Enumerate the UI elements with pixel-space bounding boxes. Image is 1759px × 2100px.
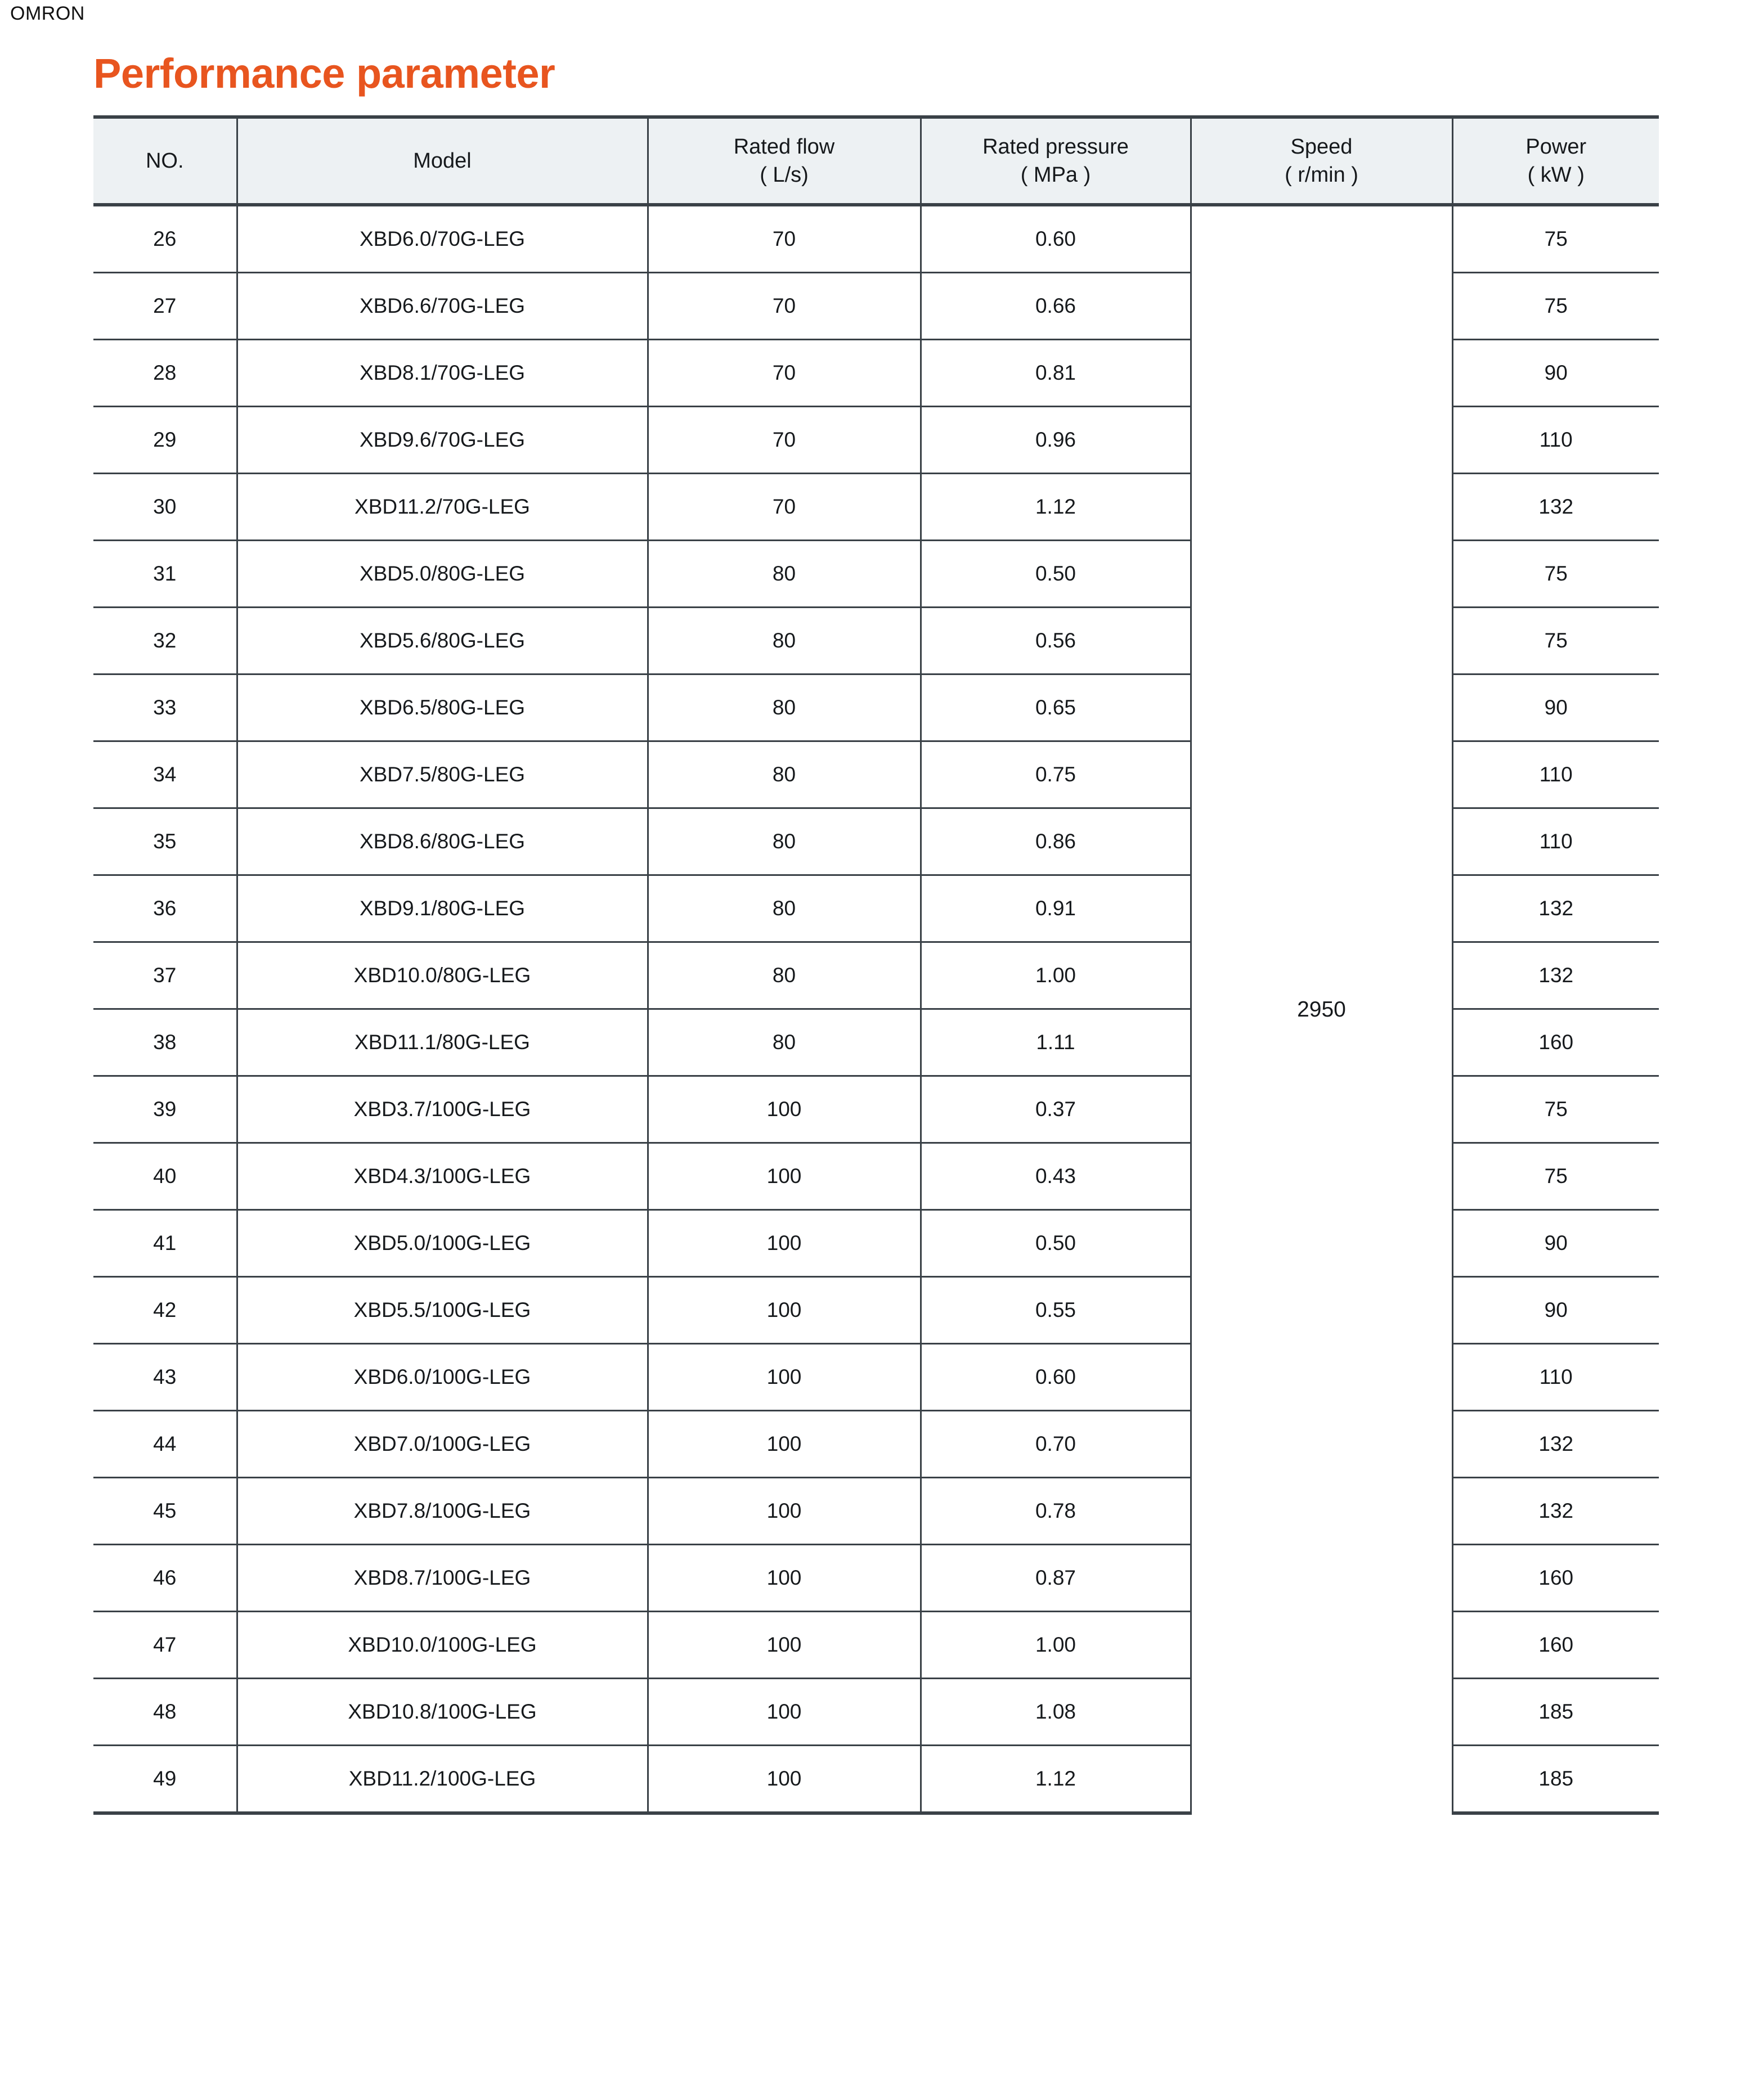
cell-model: XBD11.2/100G-LEG (237, 1746, 648, 1814)
cell-pressure: 0.60 (921, 205, 1191, 273)
performance-parameter-table-wrapper (93, 115, 1659, 1815)
cell-model: XBD10.0/100G-LEG (237, 1612, 648, 1679)
cell-power: 132 (1452, 875, 1659, 942)
cell-pressure: 0.70 (921, 1411, 1191, 1478)
cell-flow: 70 (648, 273, 921, 340)
cell-power: 132 (1452, 1411, 1659, 1478)
cell-pressure: 0.50 (921, 1210, 1191, 1277)
cell-model: XBD6.0/70G-LEG (237, 205, 648, 273)
cell-power: 90 (1452, 340, 1659, 407)
cell-model: XBD8.6/80G-LEG (237, 808, 648, 875)
cell-power: 75 (1452, 273, 1659, 340)
cell-model: XBD10.0/80G-LEG (237, 942, 648, 1009)
cell-pressure: 0.60 (921, 1344, 1191, 1411)
performance-parameter-table (93, 115, 1659, 1815)
cell-power: 132 (1452, 942, 1659, 1009)
column-header-rated-pressure-label: Rated pressure (982, 134, 1129, 159)
column-header-power-unit: ( kW ) (1527, 163, 1585, 187)
column-header-model (237, 117, 648, 205)
column-header-no-label: NO. (145, 149, 184, 173)
cell-power: 90 (1452, 1277, 1659, 1344)
cell-flow: 70 (648, 340, 921, 407)
cell-no: 34 (93, 741, 237, 808)
cell-power: 160 (1452, 1612, 1659, 1679)
cell-power: 160 (1452, 1545, 1659, 1612)
cell-power: 75 (1452, 608, 1659, 674)
cell-model: XBD8.7/100G-LEG (237, 1545, 648, 1612)
cell-no: 49 (93, 1746, 237, 1814)
column-header-rated-flow-label: Rated flow (733, 134, 835, 159)
cell-flow: 100 (648, 1746, 921, 1814)
cell-power: 110 (1452, 741, 1659, 808)
cell-model: XBD8.1/70G-LEG (237, 340, 648, 407)
cell-model: XBD3.7/100G-LEG (237, 1076, 648, 1143)
cell-power: 185 (1452, 1746, 1659, 1814)
cell-pressure: 0.65 (921, 674, 1191, 741)
table-body (93, 205, 1659, 1813)
cell-pressure: 0.86 (921, 808, 1191, 875)
cell-pressure: 1.12 (921, 1746, 1191, 1814)
cell-pressure: 1.11 (921, 1009, 1191, 1076)
cell-flow: 100 (648, 1277, 921, 1344)
cell-flow: 100 (648, 1478, 921, 1545)
cell-model: XBD7.0/100G-LEG (237, 1411, 648, 1478)
cell-flow: 100 (648, 1143, 921, 1210)
cell-pressure: 0.55 (921, 1277, 1191, 1344)
cell-no: 35 (93, 808, 237, 875)
cell-flow: 100 (648, 1612, 921, 1679)
cell-no: 48 (93, 1679, 237, 1746)
cell-power: 90 (1452, 1210, 1659, 1277)
cell-no: 41 (93, 1210, 237, 1277)
cell-no: 27 (93, 273, 237, 340)
column-header-power-label: Power (1525, 134, 1587, 159)
cell-power: 75 (1452, 1143, 1659, 1210)
cell-no: 32 (93, 608, 237, 674)
cell-power: 75 (1452, 1076, 1659, 1143)
column-header-speed-label: Speed (1290, 134, 1353, 159)
column-header-model-label: Model (413, 149, 472, 173)
cell-model: XBD11.1/80G-LEG (237, 1009, 648, 1076)
cell-power: 110 (1452, 1344, 1659, 1411)
cell-power: 132 (1452, 474, 1659, 541)
cell-pressure: 0.81 (921, 340, 1191, 407)
cell-model: XBD9.6/70G-LEG (237, 407, 648, 474)
table-row (93, 205, 1659, 273)
cell-model: XBD6.0/100G-LEG (237, 1344, 648, 1411)
cell-pressure: 0.56 (921, 608, 1191, 674)
cell-no: 37 (93, 942, 237, 1009)
cell-pressure: 0.43 (921, 1143, 1191, 1210)
cell-model: XBD11.2/70G-LEG (237, 474, 648, 541)
cell-flow: 80 (648, 674, 921, 741)
cell-no: 46 (93, 1545, 237, 1612)
cell-pressure: 0.87 (921, 1545, 1191, 1612)
cell-flow: 80 (648, 808, 921, 875)
cell-flow: 70 (648, 474, 921, 541)
cell-no: 36 (93, 875, 237, 942)
cell-no: 28 (93, 340, 237, 407)
cell-no: 38 (93, 1009, 237, 1076)
cell-flow: 100 (648, 1679, 921, 1746)
cell-no: 26 (93, 205, 237, 273)
column-header-rated-flow (648, 117, 921, 205)
cell-flow: 100 (648, 1076, 921, 1143)
cell-speed-merged: 2950 (1191, 205, 1452, 1813)
cell-pressure: 1.12 (921, 474, 1191, 541)
cell-flow: 80 (648, 942, 921, 1009)
cell-model: XBD9.1/80G-LEG (237, 875, 648, 942)
cell-pressure: 1.00 (921, 1612, 1191, 1679)
cell-power: 110 (1452, 808, 1659, 875)
cell-pressure: 0.50 (921, 541, 1191, 608)
page-title: Performance parameter (93, 50, 555, 97)
cell-power: 110 (1452, 407, 1659, 474)
cell-model: XBD6.6/70G-LEG (237, 273, 648, 340)
cell-no: 31 (93, 541, 237, 608)
cell-no: 47 (93, 1612, 237, 1679)
cell-model: XBD10.8/100G-LEG (237, 1679, 648, 1746)
cell-pressure: 0.75 (921, 741, 1191, 808)
cell-power: 75 (1452, 541, 1659, 608)
cell-model: XBD7.5/80G-LEG (237, 741, 648, 808)
cell-pressure: 1.08 (921, 1679, 1191, 1746)
column-header-speed (1191, 117, 1452, 205)
cell-flow: 100 (648, 1545, 921, 1612)
cell-no: 30 (93, 474, 237, 541)
cell-model: XBD6.5/80G-LEG (237, 674, 648, 741)
cell-flow: 100 (648, 1210, 921, 1277)
cell-model: XBD5.5/100G-LEG (237, 1277, 648, 1344)
cell-no: 40 (93, 1143, 237, 1210)
cell-flow: 100 (648, 1344, 921, 1411)
cell-no: 43 (93, 1344, 237, 1411)
cell-power: 132 (1452, 1478, 1659, 1545)
cell-pressure: 1.00 (921, 942, 1191, 1009)
cell-flow: 70 (648, 205, 921, 273)
cell-flow: 80 (648, 741, 921, 808)
column-header-rated-flow-unit: ( L/s) (760, 163, 809, 187)
table-header (93, 117, 1659, 205)
cell-flow: 80 (648, 875, 921, 942)
cell-model: XBD4.3/100G-LEG (237, 1143, 648, 1210)
cell-power: 185 (1452, 1679, 1659, 1746)
column-header-rated-pressure (921, 117, 1191, 205)
cell-model: XBD5.0/100G-LEG (237, 1210, 648, 1277)
cell-flow: 70 (648, 407, 921, 474)
cell-pressure: 0.96 (921, 407, 1191, 474)
cell-no: 45 (93, 1478, 237, 1545)
cell-no: 44 (93, 1411, 237, 1478)
column-header-power (1452, 117, 1659, 205)
cell-flow: 80 (648, 1009, 921, 1076)
cell-no: 33 (93, 674, 237, 741)
cell-power: 90 (1452, 674, 1659, 741)
cell-power: 160 (1452, 1009, 1659, 1076)
cell-model: XBD7.8/100G-LEG (237, 1478, 648, 1545)
cell-pressure: 0.66 (921, 273, 1191, 340)
cell-model: XBD5.0/80G-LEG (237, 541, 648, 608)
column-header-no (93, 117, 237, 205)
cell-pressure: 0.37 (921, 1076, 1191, 1143)
cell-flow: 100 (648, 1411, 921, 1478)
omron-logo: OMRON (10, 3, 85, 24)
cell-flow: 80 (648, 608, 921, 674)
table-header-row (93, 117, 1659, 205)
column-header-speed-unit: ( r/min ) (1285, 163, 1358, 187)
cell-no: 42 (93, 1277, 237, 1344)
cell-flow: 80 (648, 541, 921, 608)
column-header-rated-pressure-unit: ( MPa ) (1020, 163, 1091, 187)
cell-no: 39 (93, 1076, 237, 1143)
cell-pressure: 0.91 (921, 875, 1191, 942)
cell-no: 29 (93, 407, 237, 474)
cell-power: 75 (1452, 205, 1659, 273)
cell-pressure: 0.78 (921, 1478, 1191, 1545)
cell-model: XBD5.6/80G-LEG (237, 608, 648, 674)
